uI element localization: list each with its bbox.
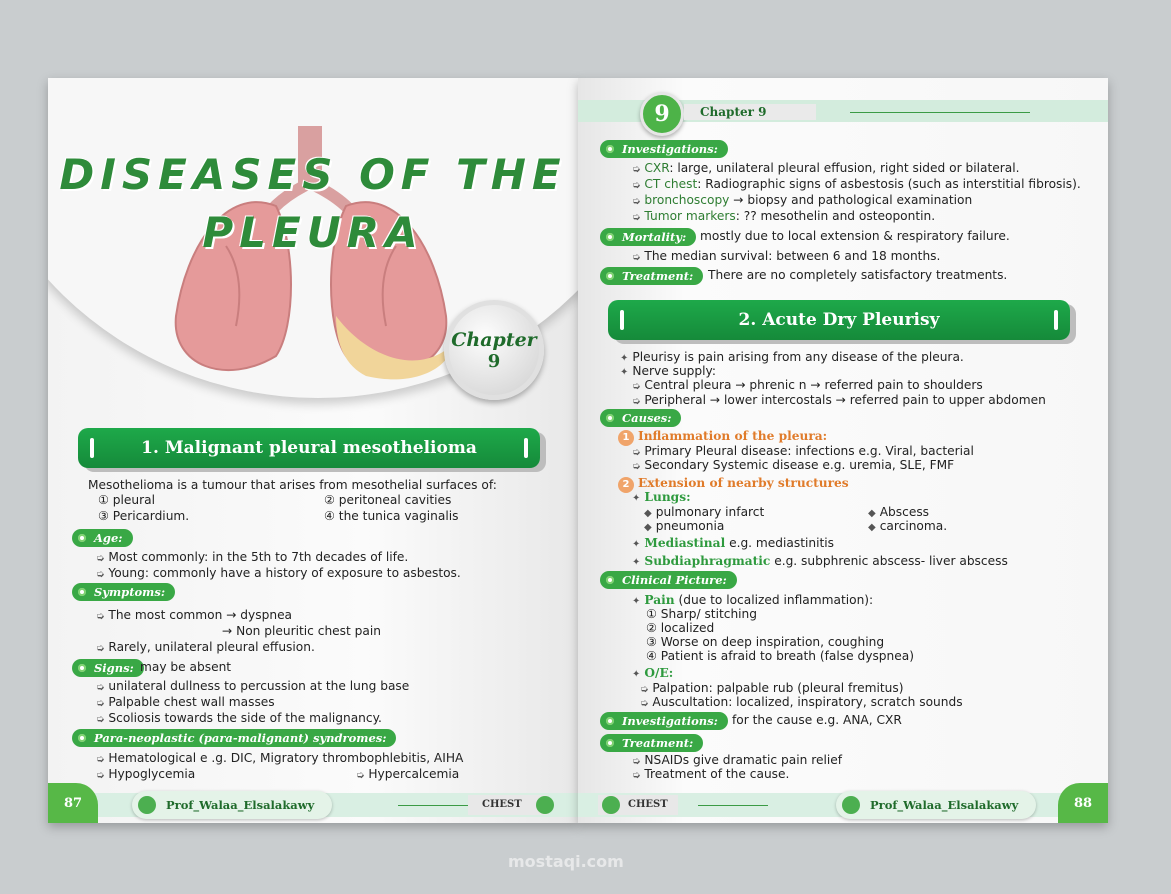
arrow-bullet-icon: ➭: [632, 770, 641, 781]
pain-line: [632, 593, 873, 607]
pleurisy-item-2a: [632, 378, 983, 392]
author-name: Prof_Walaa_Elsalakawy: [870, 798, 1019, 812]
watermark: mostaqi.com: [508, 852, 624, 871]
cause-1-b: [632, 458, 954, 472]
symptoms-pill: [72, 583, 175, 601]
arrow-bullet-icon: ➭: [640, 698, 649, 709]
pill-dot-icon: [76, 662, 88, 674]
intro-text: Mesothelioma is a tumour that arises from mesothelial surfaces of:: [88, 478, 497, 492]
age-pill: [72, 529, 133, 547]
header-line: [850, 112, 1030, 113]
signs-item-3: [96, 711, 382, 725]
site-1: ① pleural: [98, 493, 156, 507]
investigations2-pill: [600, 712, 728, 730]
age-item-1: [96, 550, 408, 564]
mortality-item: [632, 249, 940, 263]
pleurisy-item-2b-text: Peripheral → lower intercostals → referred pain to upper abdomen: [644, 393, 1046, 407]
page-number: 87: [48, 783, 98, 823]
arrow-bullet-icon: ➭: [96, 553, 105, 564]
cause-2-number: 2: [618, 477, 634, 493]
arrow-bullet-icon: ➭: [632, 252, 641, 263]
arrow-bullet-icon: ➭: [96, 643, 105, 654]
arrow-bullet-icon: ➭: [96, 698, 105, 709]
lungs-heading: [632, 490, 691, 504]
pill-dot-icon: [604, 412, 616, 424]
symptoms-item-1-text: The most common → dyspnea: [108, 608, 293, 622]
banner-bar-left: [620, 310, 624, 330]
pleurisy-item-1-text: Pleurisy is pain arising from any disease of the pleura.: [632, 350, 964, 364]
cause-2-title-text: Extension of nearby structures: [638, 476, 849, 490]
arrow-bullet-icon: ➭: [96, 611, 105, 622]
para-item-1: [96, 751, 463, 765]
lungs-item-4-text: carcinoma.: [879, 519, 948, 533]
section-title: 2. Acute Dry Pleurisy: [738, 310, 940, 330]
symptoms-item-1: [96, 608, 292, 622]
inv-item-4-val: : ?? mesothelin and osteopontin.: [735, 209, 936, 223]
right-page: [578, 78, 1108, 823]
inv-item-3: [632, 193, 972, 207]
age-item-1-text: Most commonly: in the 5th to 7th decades of life.: [108, 550, 409, 564]
inv-item-1-key: CXR: [644, 161, 670, 175]
treatment2-label: Treatment:: [622, 736, 694, 750]
pill-dot-icon: [604, 715, 616, 727]
inv-item-2-key: CT chest: [644, 177, 698, 191]
pain-item-2: ② localized: [646, 621, 715, 635]
symptoms-label: Symptoms:: [94, 585, 166, 599]
oe-label: O/E:: [644, 666, 674, 680]
banner-bar-right: [1054, 310, 1058, 330]
arrow-bullet-icon: ➭: [632, 180, 641, 191]
signs-item-3-text: Scoliosis towards the side of the malignancy.: [108, 711, 382, 725]
treatment2-item-2: [632, 767, 789, 781]
para-item-2a: [96, 767, 195, 781]
section-banner-dry-pleurisy: [608, 300, 1070, 340]
diamond-bullet-icon: ◆: [868, 508, 876, 519]
banner-bar-right: [524, 438, 528, 458]
site-3: ③ Pericardium.: [98, 509, 190, 523]
chapter-badge: [444, 300, 544, 400]
section-title: 1. Malignant pleural mesothelioma: [141, 438, 477, 458]
arrow-bullet-icon: ➭: [96, 569, 105, 580]
pill-dot-icon: [76, 532, 88, 544]
pain-label: Pain: [644, 593, 675, 607]
star-bullet-icon: ✦: [632, 493, 641, 504]
para-item-1-text: Hematological e .g. DIC, Migratory thrombophlebitis, AIHA: [108, 751, 464, 765]
inv-item-3-key: bronchoscopy: [644, 193, 730, 207]
star-bullet-icon: ✦: [632, 557, 641, 568]
mediastinal-label: Mediastinal: [644, 536, 726, 550]
signs-item-1: [96, 679, 409, 693]
inv-item-2: [632, 177, 1081, 191]
age-item-2: [96, 566, 461, 580]
arrow-bullet-icon: ➭: [632, 381, 641, 392]
star-bullet-icon: ✦: [632, 596, 641, 607]
para-pill: [72, 729, 396, 747]
title-line-1: DISEASES OF THE: [59, 150, 567, 199]
section-banner-mesothelioma: [78, 428, 540, 468]
para-label: Para-neoplastic (para-malignant) syndromes:: [94, 731, 387, 745]
treatment2-item-1: [632, 753, 842, 767]
oe-item-2-text: Auscultation: localized, inspiratory, scratch sounds: [652, 695, 963, 709]
arrow-bullet-icon: ➭: [96, 754, 105, 765]
mediastinal-line: [632, 536, 834, 550]
pain-item-4: ④ Patient is afraid to breath (false dyspnea): [646, 649, 914, 663]
mortality-label: Mortality:: [622, 230, 687, 244]
star-bullet-icon: ✦: [620, 367, 629, 378]
subdia-label: Subdiaphragmatic: [644, 554, 771, 568]
para-item-2a-text: Hypoglycemia: [108, 767, 196, 781]
chest-tag: [598, 795, 678, 815]
pill-dot-icon: [604, 737, 616, 749]
pill-dot-icon: [604, 231, 616, 243]
inv-item-4-key: Tumor markers: [644, 209, 736, 223]
investigations-label: Investigations:: [622, 142, 718, 156]
arrow-bullet-icon: ➭: [632, 756, 641, 767]
pill-dot-icon: [604, 143, 616, 155]
lungs-item-1: [644, 505, 764, 519]
signs-label: Signs:: [94, 661, 134, 675]
oe-item-2: [640, 695, 963, 709]
signs-item-2-text: Palpable chest wall masses: [108, 695, 275, 709]
signs-after: may be absent: [140, 660, 232, 674]
clinical-pill: [600, 571, 737, 589]
investigations2-after: for the cause e.g. ANA, CXR: [732, 713, 902, 727]
inv-item-2-val: : Radiographic signs of asbestosis (such as interstitial fibrosis).: [697, 177, 1081, 191]
mediastinal-after: e.g. mediastinitis: [729, 536, 835, 550]
pill-dot-icon: [604, 270, 616, 282]
signs-item-2: [96, 695, 275, 709]
author-name: Prof_Walaa_Elsalakawy: [166, 798, 315, 812]
arrow-bullet-icon: ➭: [632, 212, 641, 223]
star-bullet-icon: ✦: [620, 353, 629, 364]
arrow-bullet-icon: ➭: [632, 396, 641, 407]
green-dot-icon: [138, 796, 156, 814]
green-dot-icon: [842, 796, 860, 814]
inv-item-3-val: → biopsy and pathological examination: [729, 193, 973, 207]
cause-1-number: 1: [618, 430, 634, 446]
arrow-bullet-icon: ➭: [632, 461, 641, 472]
title-line-2: PLEURA: [202, 208, 424, 257]
chest-tag: [468, 795, 548, 815]
lungs-item-3: [644, 519, 724, 533]
site-4: ④ the tunica vaginalis: [324, 509, 459, 523]
para-item-2b: [356, 767, 459, 781]
lungs-item-1-text: pulmonary infarct: [655, 505, 765, 519]
symptoms-item-2-text: Rarely, unilateral pleural effusion.: [108, 640, 315, 654]
cause-1-title-text: Inflammation of the pleura:: [638, 429, 828, 443]
arrow-bullet-icon: ➭: [632, 447, 641, 458]
star-bullet-icon: ✦: [632, 539, 641, 550]
author-pill: [132, 791, 332, 819]
symptoms-item-1b: → Non pleuritic chest pain: [222, 624, 381, 638]
chapter-number-circle: 9: [640, 92, 684, 136]
page-number: 88: [1058, 783, 1108, 823]
footer-line: [698, 805, 768, 806]
author-pill: [836, 791, 1036, 819]
treatment2-item-1-text: NSAIDs give dramatic pain relief: [644, 753, 843, 767]
left-page: [48, 78, 578, 823]
treatment-pill: [600, 267, 703, 285]
inv-item-1: [632, 161, 1019, 175]
chest-label: CHEST: [482, 799, 522, 810]
pain-after: (due to localized inflammation):: [678, 593, 874, 607]
arrow-bullet-icon: ➭: [96, 714, 105, 725]
mortality-pill: [600, 228, 696, 246]
causes-pill: [600, 409, 681, 427]
footer-line: [398, 805, 468, 806]
mortality-item-text: The median survival: between 6 and 18 months.: [644, 249, 941, 263]
pleurisy-item-2: [620, 364, 716, 378]
chest-label: CHEST: [628, 799, 668, 810]
green-dot-icon: [536, 796, 554, 814]
left-footer: [48, 783, 578, 823]
diamond-bullet-icon: ◆: [868, 522, 876, 533]
signs-item-1-text: unilateral dullness to percussion at the lung base: [108, 679, 410, 693]
treatment2-item-2-text: Treatment of the cause.: [644, 767, 790, 781]
symptoms-item-2: [96, 640, 315, 654]
cause-1-a-text: Primary Pleural disease: infections e.g. Viral, bacterial: [644, 444, 974, 458]
star-bullet-icon: ✦: [632, 669, 641, 680]
treatment-after: There are no completely satisfactory treatments.: [708, 268, 1008, 282]
arrow-bullet-icon: ➭: [356, 770, 365, 781]
investigations-pill: [600, 140, 728, 158]
banner-bar-left: [90, 438, 94, 458]
pill-dot-icon: [604, 574, 616, 586]
arrow-bullet-icon: ➭: [640, 684, 649, 695]
lungs-label: Lungs:: [644, 490, 691, 504]
pill-dot-icon: [76, 732, 88, 744]
arrow-bullet-icon: ➭: [96, 682, 105, 693]
diamond-bullet-icon: ◆: [644, 508, 652, 519]
diamond-bullet-icon: ◆: [644, 522, 652, 533]
pleurisy-item-2b: [632, 393, 1046, 407]
inv-item-1-val: : large, unilateral pleural effusion, right sided or bilateral.: [669, 161, 1020, 175]
cause-1-a: [632, 444, 974, 458]
cause-1-b-text: Secondary Systemic disease e.g. uremia, SLE, FMF: [644, 458, 955, 472]
para-item-2b-text: Hypercalcemia: [368, 767, 460, 781]
arrow-bullet-icon: ➭: [96, 770, 105, 781]
investigations2-label: Investigations:: [622, 714, 718, 728]
age-label: Age:: [94, 531, 123, 545]
arrow-bullet-icon: ➭: [632, 164, 641, 175]
pleurisy-item-2-text: Nerve supply:: [632, 364, 716, 378]
causes-label: Causes:: [622, 411, 672, 425]
chapter-number: 9: [487, 351, 501, 372]
age-item-2-text: Young: commonly have a history of exposure to asbestos.: [108, 566, 461, 580]
site-2: ② peritoneal cavities: [324, 493, 452, 507]
oe-item-1-text: Palpation: palpable rub (pleural fremitus): [652, 681, 904, 695]
treatment-label: Treatment:: [622, 269, 694, 283]
clinical-label: Clinical Picture:: [622, 573, 727, 587]
lungs-item-2-text: Abscess: [879, 505, 930, 519]
pleurisy-item-2a-text: Central pleura → phrenic n → referred pain to shoulders: [644, 378, 983, 392]
lungs-item-3-text: pneumonia: [655, 519, 725, 533]
signs-pill: [72, 659, 144, 677]
pill-dot-icon: [76, 586, 88, 598]
inv-item-4: [632, 209, 935, 223]
mortality-after: mostly due to local extension & respiratory failure.: [700, 229, 1010, 243]
chapter-word: Chapter: [451, 329, 537, 351]
pain-item-3: ③ Worse on deep inspiration, coughing: [646, 635, 885, 649]
subdia-after: e.g. subphrenic abscess- liver abscess: [774, 554, 1008, 568]
arrow-bullet-icon: ➭: [632, 196, 641, 207]
subdia-line: [632, 554, 1008, 568]
lungs-item-2: [868, 505, 929, 519]
oe-line: [632, 666, 673, 680]
right-footer: [578, 783, 1108, 823]
oe-item-1: [640, 681, 903, 695]
pain-item-1: ① Sharp/ stitching: [646, 607, 758, 621]
chapter-label: Chapter 9: [684, 104, 816, 120]
pleurisy-item-1: [620, 350, 964, 364]
green-dot-icon: [602, 796, 620, 814]
lungs-item-4: [868, 519, 947, 533]
treatment2-pill: [600, 734, 703, 752]
